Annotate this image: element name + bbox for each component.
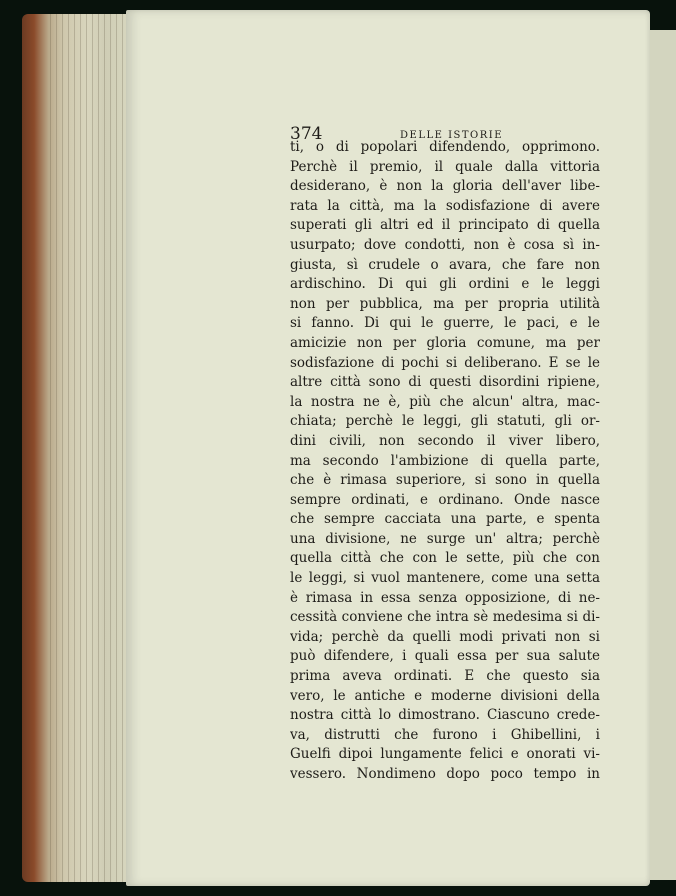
text-line: sodisfazione di pochi si deliberano. E se le: [290, 354, 600, 371]
text-line: usurpato; dove condotti, non è cosa sì in-: [290, 236, 600, 253]
body-text: [290, 138, 608, 785]
text-line: può difendere, i quali essa per sua salute: [290, 648, 600, 665]
text-line: non per pubblica, ma per propria utilità: [290, 295, 600, 312]
page-text-block: [290, 124, 608, 785]
text-line: la nostra ne è, più che alcun' altra, mac-: [290, 393, 600, 410]
text-line: amicizie non per gloria comune, ma per: [290, 334, 600, 351]
text-line: desiderano, è non la gloria dell'aver libe-: [290, 178, 600, 195]
running-title: DELLE ISTORIE: [400, 130, 504, 141]
text-line: giusta, sì crudele o avara, che fare non: [290, 256, 600, 273]
text-line: ma secondo l'ambizione di quella parte,: [290, 452, 600, 469]
text-line: superati gli altri ed il principato di quella: [290, 217, 600, 234]
text-line: altre città sono di questi disordini ripiene,: [290, 374, 600, 391]
text-line: le leggi, si vuol mantenere, come una setta: [290, 570, 600, 587]
text-line: vero, le antiche e moderne divisioni della: [290, 687, 600, 704]
text-line: chiata; perchè le leggi, gli statuti, gli or-: [290, 413, 600, 430]
text-line: si fanno. Di qui le guerre, le paci, e le: [290, 315, 600, 332]
running-head: [290, 124, 608, 146]
text-line: nostra città lo dimostrano. Ciascuno crede-: [290, 707, 600, 724]
text-line: sempre ordinati, e ordinano. Onde nasce: [290, 491, 600, 508]
text-line: che sempre cacciata una parte, e spenta: [290, 511, 600, 528]
adjacent-page-edge: [650, 30, 676, 880]
text-line: vida; perchè da quelli modi privati non si: [290, 628, 600, 645]
text-line: cessità conviene che intra sè medesima si di-: [290, 609, 600, 626]
text-line: va, distrutti che furono i Ghibellini, i: [290, 726, 600, 743]
text-line: che è rimasa superiore, si sono in quella: [290, 472, 600, 489]
text-line: rata la città, ma la sodisfazione di avere: [290, 197, 600, 214]
text-line: Guelfi dipoi lungamente felici e onorati vi-: [290, 746, 600, 763]
page-number: 374: [290, 124, 323, 144]
text-line: ardischino. Di qui gli ordini e le leggi: [290, 276, 600, 293]
text-line: una divisione, ne surge un' altra; perchè: [290, 530, 600, 547]
text-line: ti, o di popolari difendendo, opprimono.: [290, 139, 600, 155]
text-line: Perchè il premio, il quale dalla vittoria: [290, 158, 600, 175]
text-line: quella città che con le sette, più che con: [290, 550, 600, 567]
text-line: è rimasa in essa senza opposizione, di ne-: [290, 589, 600, 606]
text-line: vessero. Nondimeno dopo poco tempo in: [290, 766, 600, 782]
page-edges: [22, 14, 142, 882]
text-line: dini civili, non secondo il viver libero,: [290, 432, 600, 449]
text-line: prima aveva ordinati. E che questo sia: [290, 668, 600, 685]
